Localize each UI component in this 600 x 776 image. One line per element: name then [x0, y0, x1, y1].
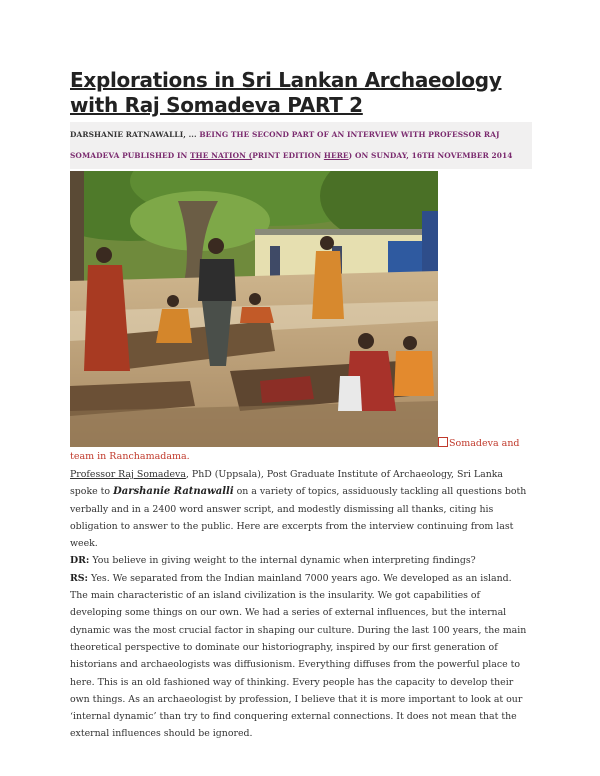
article: [70, 68, 532, 743]
the-nation-link[interactable]: THE NATION (: [190, 151, 253, 160]
caption-part1: Somadeva and: [449, 438, 520, 449]
article-title: Explorations in Sri Lankan Archaeology with Raj Somadeva PART 2: [70, 68, 502, 117]
byline-author: DARSHANIE RATNAWALLI, ...: [70, 130, 197, 139]
photo-row: [70, 171, 532, 447]
byline: [70, 122, 532, 169]
raj-somadeva-link[interactable]: Professor Raj Somadeva: [70, 469, 186, 480]
byline-tail: ) ON SUNDAY, 16TH NOVEMBER 2014: [348, 151, 513, 160]
here-link[interactable]: HERE: [323, 151, 349, 160]
qa-speaker: DR:: [70, 555, 90, 567]
excavation-photo: [70, 171, 438, 447]
qa-speaker: RS:: [70, 572, 89, 584]
byline-lead: BEING THE SECOND PART OF AN INTERVIEW WITH PROFESSOR RAJ SOMADEVA PUBLISHED IN: [70, 130, 500, 160]
article-body: [70, 466, 532, 743]
caption-continued: team in Ranchamadama.: [70, 451, 190, 462]
byline-mid: PRINT EDITION: [252, 151, 322, 160]
intro-paragraph: [70, 466, 532, 552]
photo-caption: [438, 437, 520, 449]
broken-image-icon: [438, 437, 448, 447]
interviewer-name: Darshanie Ratnawalli: [113, 486, 234, 498]
intro-text1: , PhD (Uppsala), Post Graduate Institute of Archaeology, Sri Lanka spoke to: [70, 469, 503, 498]
intro-text2: on a variety of topics, assiduously tackling all questions both verbally and in a 2400 word answer script, and modestly dismissing all thanks, citing his obligation to answer to the public. Here are excerpts from the interview continuing from last week.: [70, 486, 527, 550]
qa-item: [70, 552, 532, 569]
qa-text: You believe in giving weight to the internal dynamic when interpreting findings?: [89, 555, 476, 567]
qa-text: Yes. We separated from the Indian mainland 7000 years ago. We developed as an island. The main characteristic of an island civilization is the insularity. We got capabilities of developing some things on our own. We had a series of external influences, but the internal dynamic was the most crucial factor in shaping our culture. During the last 100 years, the main theoretical perspective to dominate our historiography, inspired by our first generation of historians and archaeologists was diffusionism. Everything diffuses from the powerful place to here. This is an old fashioned way of thinking. Every people has the capacity to develop their own things. As an archaeologist by profession, I believe that it is more important to look at our ‘internal dynamic’ than try to find conquering external connections. It does not mean that the external influences should be ignored.: [70, 572, 527, 740]
qa-item: [70, 570, 532, 743]
